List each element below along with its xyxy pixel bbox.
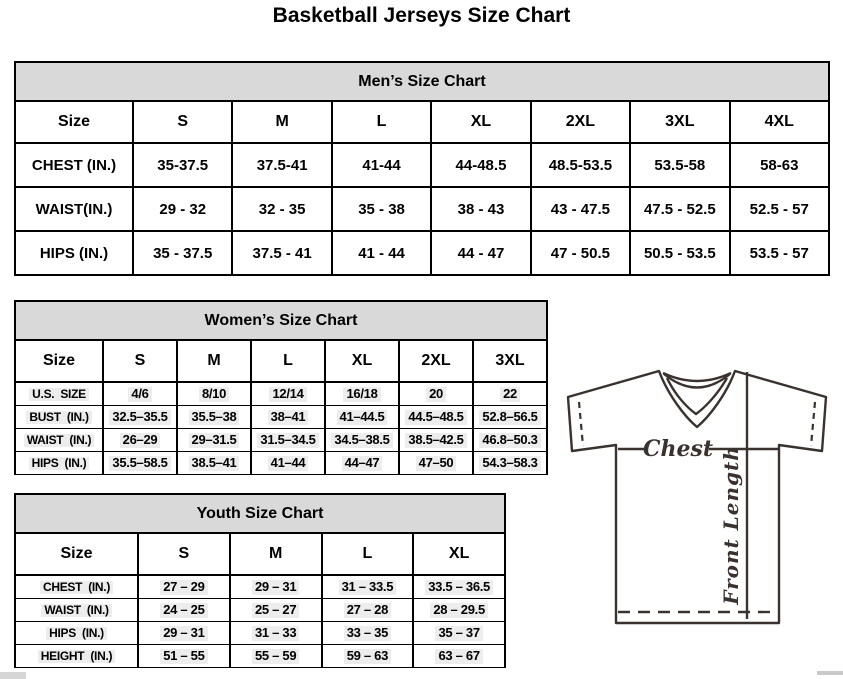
col-header: M <box>230 533 322 575</box>
right-cuff-dashed-line <box>811 402 815 446</box>
womens-table-title: Women’s Size Chart <box>15 301 547 340</box>
size-cell <box>322 622 414 645</box>
size-cell <box>399 406 473 429</box>
size-cell <box>325 382 399 406</box>
table-row <box>15 429 547 452</box>
size-cell: 47 - 50.5 <box>531 231 630 275</box>
size-value: 27 – 28 <box>344 603 391 617</box>
front-length-label: Front Length <box>719 445 743 605</box>
size-value: 25 – 27 <box>252 603 299 617</box>
size-cell <box>399 452 473 475</box>
size-cell <box>473 406 547 429</box>
youth-column-header-row <box>15 533 505 575</box>
size-value: 8/10 <box>199 387 229 401</box>
size-value: 33 – 35 <box>344 626 391 640</box>
size-cell: 47.5 - 52.5 <box>630 187 729 231</box>
size-value: 20 <box>426 387 446 401</box>
row-label: CHEST (IN.) <box>15 143 133 187</box>
size-value: 44.5–48.5 <box>405 410 466 424</box>
size-value: 41–44 <box>268 456 309 470</box>
col-header: XL <box>325 340 399 382</box>
size-cell: 52.5 - 57 <box>730 187 829 231</box>
col-header: S <box>138 533 230 575</box>
mens-column-header-row <box>15 101 829 143</box>
row-label <box>15 575 138 599</box>
mens-table-title: Men’s Size Chart <box>15 62 829 101</box>
col-header: S <box>103 340 177 382</box>
col-header: 3XL <box>630 101 729 143</box>
size-cell <box>103 452 177 475</box>
row-label-text: BUST (IN.) <box>26 411 91 424</box>
table-row <box>15 382 547 406</box>
size-cell <box>322 599 414 622</box>
col-header: Size <box>15 340 103 382</box>
size-cell <box>322 645 414 668</box>
col-header: XL <box>431 101 530 143</box>
size-cell <box>325 429 399 452</box>
womens-column-header-row <box>15 340 547 382</box>
row-label <box>15 622 138 645</box>
size-cell <box>230 622 322 645</box>
size-cell: 43 - 47.5 <box>531 187 630 231</box>
size-value: 16/18 <box>343 387 380 401</box>
table-row <box>15 575 505 599</box>
size-value: 29 – 31 <box>160 626 207 640</box>
table-row <box>15 645 505 668</box>
size-value: 29–31.5 <box>189 433 240 447</box>
size-cell <box>251 429 325 452</box>
size-cell <box>230 575 322 599</box>
size-value: 28 – 29.5 <box>430 603 488 617</box>
size-cell <box>138 622 230 645</box>
col-header: Size <box>15 533 138 575</box>
size-cell: 48.5-53.5 <box>531 143 630 187</box>
size-cell <box>103 382 177 406</box>
scrollbar-fragment-right[interactable] <box>817 671 843 675</box>
row-label-text: U.S. SIZE <box>29 388 89 401</box>
row-label-text: HIPS (IN.) <box>46 627 107 640</box>
size-cell: 37.5 - 41 <box>232 231 331 275</box>
size-value: 27 – 29 <box>160 580 207 594</box>
size-value: 26–29 <box>120 433 161 447</box>
size-cell <box>473 382 547 406</box>
size-cell <box>322 575 414 599</box>
youth-table-title: Youth Size Chart <box>15 494 505 533</box>
size-cell <box>177 452 251 475</box>
size-value: 55 – 59 <box>252 649 299 663</box>
size-value: 29 – 31 <box>252 580 299 594</box>
size-cell <box>251 406 325 429</box>
size-cell: 41 - 44 <box>332 231 431 275</box>
size-cell: 58-63 <box>730 143 829 187</box>
col-header: L <box>322 533 414 575</box>
row-label <box>15 599 138 622</box>
size-value: 41–44.5 <box>337 410 388 424</box>
table-row <box>15 187 829 231</box>
size-cell <box>473 452 547 475</box>
col-header: M <box>177 340 251 382</box>
womens-size-table <box>14 300 548 475</box>
row-label: HIPS (IN.) <box>15 231 133 275</box>
size-value: 33.5 – 36.5 <box>425 580 493 594</box>
jersey-outline <box>568 371 826 623</box>
page-title: Basketball Jerseys Size Chart <box>272 4 571 27</box>
table-row <box>15 622 505 645</box>
col-header: M <box>232 101 331 143</box>
size-cell: 35 - 38 <box>332 187 431 231</box>
row-label <box>15 406 103 429</box>
size-cell: 29 - 32 <box>133 187 232 231</box>
size-value: 22 <box>500 387 520 401</box>
col-header: 3XL <box>473 340 547 382</box>
size-cell <box>230 599 322 622</box>
size-value: 54.3–58.3 <box>479 456 540 470</box>
size-cell <box>177 382 251 406</box>
size-cell <box>138 575 230 599</box>
size-cell: 41-44 <box>332 143 431 187</box>
size-value: 59 – 63 <box>344 649 391 663</box>
size-value: 51 – 55 <box>160 649 207 663</box>
size-value: 38.5–42.5 <box>405 433 466 447</box>
col-header: L <box>251 340 325 382</box>
table-row <box>15 143 829 187</box>
size-value: 38–41 <box>268 410 309 424</box>
size-value: 35.5–58.5 <box>109 456 170 470</box>
size-value: 31 – 33.5 <box>339 580 397 594</box>
jersey-measurement-diagram <box>552 357 842 647</box>
youth-size-table <box>14 493 506 668</box>
col-header: 2XL <box>531 101 630 143</box>
col-header: XL <box>413 533 505 575</box>
size-cell: 38 - 43 <box>431 187 530 231</box>
size-cell <box>177 406 251 429</box>
size-cell <box>325 452 399 475</box>
size-value: 4/6 <box>128 387 151 401</box>
row-label <box>15 645 138 668</box>
col-header: 2XL <box>399 340 473 382</box>
size-cell <box>413 599 505 622</box>
size-value: 52.8–56.5 <box>479 410 540 424</box>
size-value: 12/14 <box>269 387 306 401</box>
size-cell <box>138 645 230 668</box>
size-cell: 53.5-58 <box>630 143 729 187</box>
size-cell: 35-37.5 <box>133 143 232 187</box>
size-cell <box>251 382 325 406</box>
size-value: 38.5–41 <box>189 456 240 470</box>
size-value: 34.5–38.5 <box>331 433 392 447</box>
size-value: 35.5–38 <box>189 410 240 424</box>
size-cell: 50.5 - 53.5 <box>630 231 729 275</box>
size-cell <box>138 599 230 622</box>
chest-label: Chest <box>642 436 714 462</box>
table-row <box>15 599 505 622</box>
col-header: S <box>133 101 232 143</box>
size-value: 31 – 33 <box>252 626 299 640</box>
size-cell: 44-48.5 <box>431 143 530 187</box>
size-value: 44–47 <box>342 456 383 470</box>
row-label-text: HIPS (IN.) <box>29 457 90 470</box>
size-value: 63 – 67 <box>435 649 482 663</box>
size-cell: 32 - 35 <box>232 187 331 231</box>
mens-size-table <box>14 61 830 276</box>
size-value: 47–50 <box>416 456 457 470</box>
size-cell <box>473 429 547 452</box>
left-cuff-dashed-line <box>579 402 583 446</box>
size-value: 32.5–35.5 <box>109 410 170 424</box>
size-cell <box>103 406 177 429</box>
size-cell: 37.5-41 <box>232 143 331 187</box>
row-label-text: HEIGHT (IN.) <box>38 650 115 663</box>
scrollbar-fragment-left[interactable] <box>0 672 26 679</box>
col-header: L <box>332 101 431 143</box>
size-cell <box>230 645 322 668</box>
size-value: 24 – 25 <box>160 603 207 617</box>
table-row <box>15 406 547 429</box>
row-label <box>15 452 103 475</box>
table-row <box>15 231 829 275</box>
size-cell <box>103 429 177 452</box>
size-value: 35 – 37 <box>435 626 482 640</box>
collar-inner-v-line <box>667 378 727 414</box>
row-label-text: WAIST (IN.) <box>24 434 94 447</box>
row-label <box>15 429 103 452</box>
size-cell: 35 - 37.5 <box>133 231 232 275</box>
size-value: 31.5–34.5 <box>257 433 318 447</box>
row-label: WAIST(IN.) <box>15 187 133 231</box>
mens-section-header <box>15 62 829 101</box>
size-cell <box>325 406 399 429</box>
col-header: 4XL <box>730 101 829 143</box>
size-cell <box>413 645 505 668</box>
row-label-text: CHEST (IN.) <box>40 581 113 594</box>
table-row <box>15 452 547 475</box>
size-cell: 44 - 47 <box>431 231 530 275</box>
size-cell <box>251 452 325 475</box>
size-value: 46.8–50.3 <box>479 433 540 447</box>
size-cell: 53.5 - 57 <box>730 231 829 275</box>
size-cell <box>413 575 505 599</box>
col-header: Size <box>15 101 133 143</box>
size-cell <box>177 429 251 452</box>
youth-section-header <box>15 494 505 533</box>
womens-section-header <box>15 301 547 340</box>
row-label <box>15 382 103 406</box>
size-cell <box>399 429 473 452</box>
size-cell <box>413 622 505 645</box>
row-label-text: WAIST (IN.) <box>41 604 111 617</box>
size-cell <box>399 382 473 406</box>
